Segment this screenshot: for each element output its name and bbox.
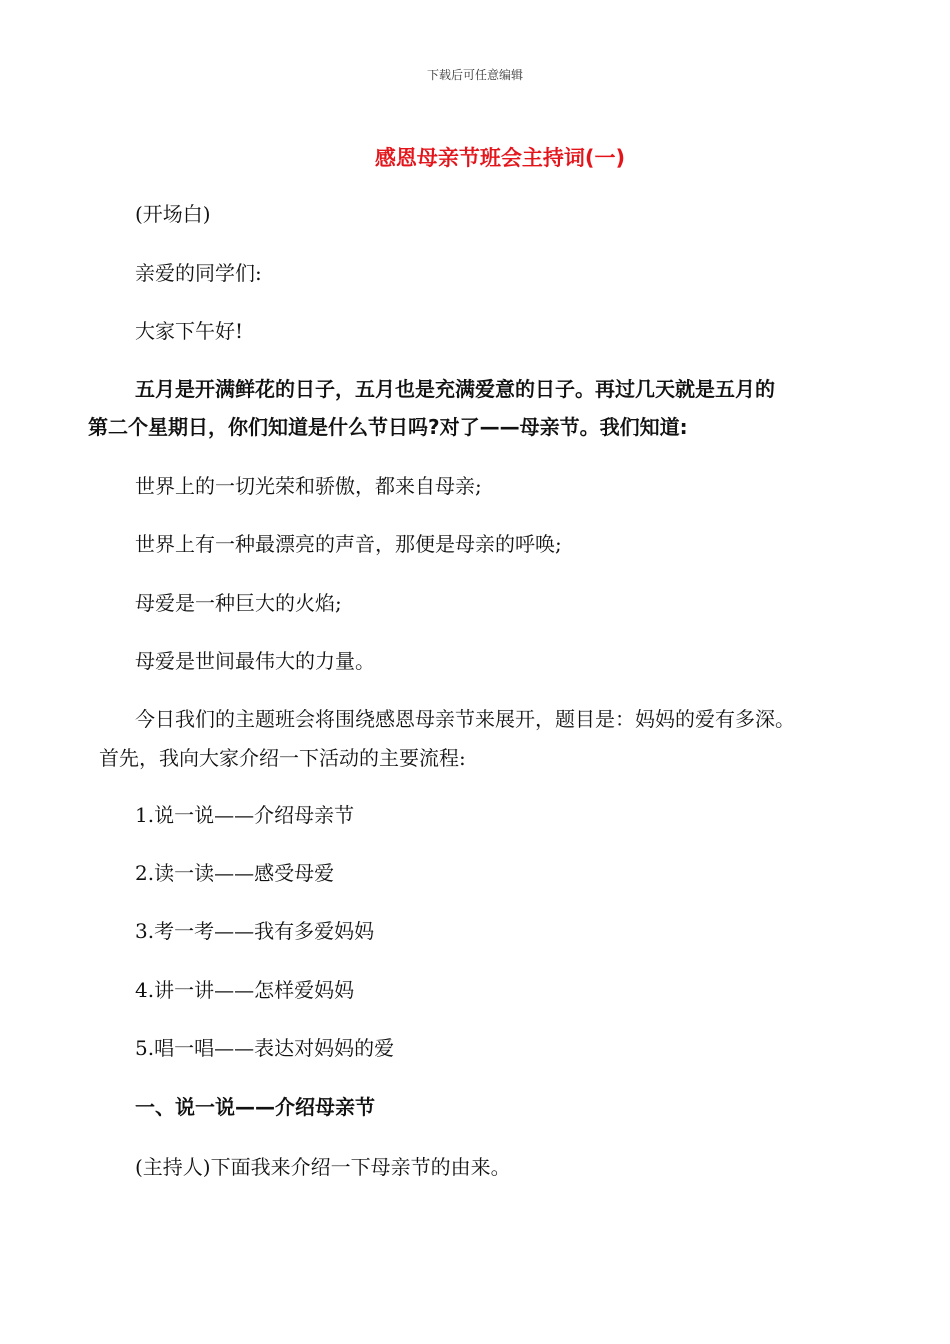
paragraph-greeting: 亲爱的同学们: [135,261,262,285]
list-item: 5.唱一唱——表达对妈妈的爱 [135,1036,395,1060]
paragraph-host-intro: (主持人)下面我来介绍一下母亲节的由来。 [135,1155,511,1179]
section-heading: 一、说一说——介绍母亲节 [135,1095,375,1119]
header-note: 下载后可任意编辑 [426,68,523,82]
paragraph-hello: 大家下午好! [135,319,244,343]
paragraph-glory: 世界上的一切光荣和骄傲，都来自母亲; [135,474,482,498]
paragraph-theme-line2: 首先，我向大家介绍一下活动的主要流程: [99,746,466,770]
list-item: 4.讲一讲——怎样爱妈妈 [135,978,355,1002]
list-item: 1.说一说——介绍母亲节 [135,803,355,827]
paragraph-may-line1: 五月是开满鲜花的日子，五月也是充满爱意的日子。再过几天就是五月的 [135,377,775,401]
list-item: 2.读一读——感受母爱 [135,861,335,885]
list-item: 3.考一考——我有多爱妈妈 [135,919,375,943]
paragraph-flame: 母爱是一种巨大的火焰; [135,591,342,615]
paragraph-theme-line1: 今日我们的主题班会将围绕感恩母亲节来展开，题目是：妈妈的爱有多深。 [135,707,795,731]
document-title: 感恩母亲节班会主持词(一) [374,146,626,170]
paragraph-may-line2: 第二个星期日，你们知道是什么节日吗?对了——母亲节。我们知道: [88,415,688,439]
paragraph-power: 母爱是世间最伟大的力量。 [135,649,375,673]
paragraph-voice: 世界上有一种最漂亮的声音，那便是母亲的呼唤; [135,532,562,556]
paragraph-opening: (开场白) [135,202,211,226]
